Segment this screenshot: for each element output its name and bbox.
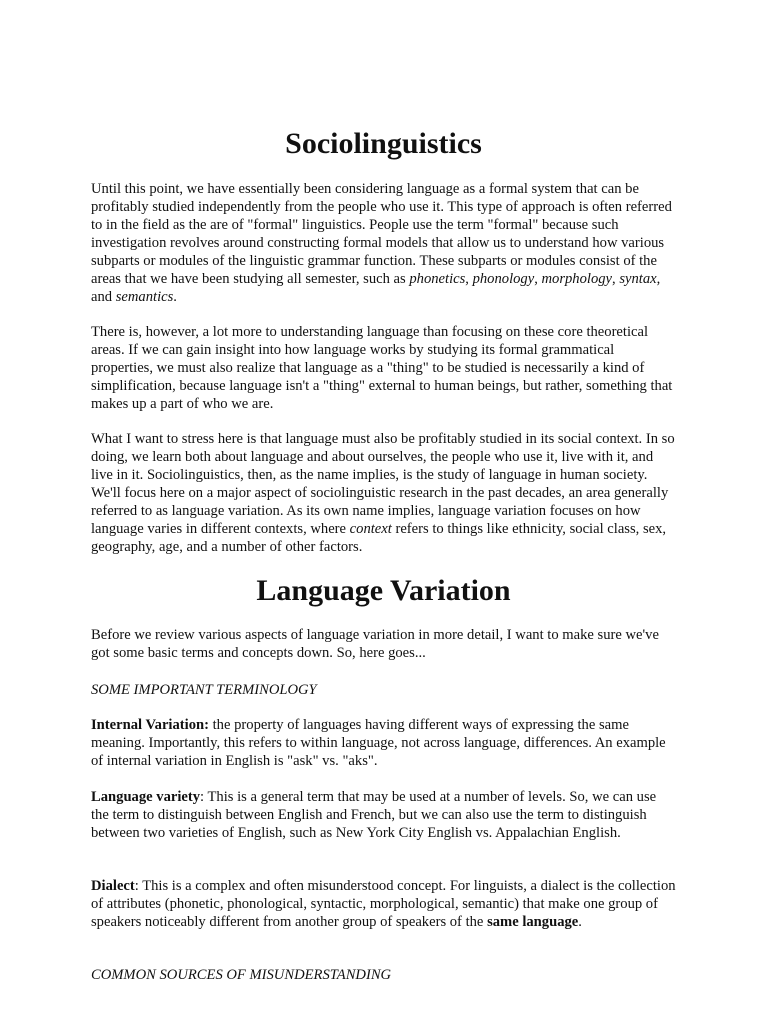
term-syntax: syntax: [619, 271, 657, 287]
definition-text: the property of languages having different ways of expressing the same meaning. Importantly, this refers to within language, not across language, differences. An example of internal variation in English is "ask" vs. "aks".: [91, 717, 666, 769]
intro-p1-text: Until this point, we have essentially been considering language as a formal system that can be profitably studied independently from the people who use it. This type of approach is often referred to in the field as the are of "formal" linguistics. People use the term "formal" because such investigation revolves around constructing formal models that allow us to understand how various subparts or modules of the linguistic grammar function. These subparts or modules consist of the areas that we have been studying all semester, such as: [91, 181, 672, 287]
term-context: context: [349, 521, 392, 537]
comma: ,: [465, 271, 473, 287]
definition-text: : This is a general term that may be used at a number of levels. So, we can use the term to distinguish between English and French, but we can also use the term to distinguish between two varieties of English, such as New York City English vs. Appalachian English.: [91, 789, 657, 841]
term-semantics: semantics: [115, 289, 174, 305]
intro-p3-text: What I want to stress here is that language must also be profitably studied in its social context. In so doing, we learn both about language and about ourselves, the people who use it, live with it, and live in it. Sociolinguistics, then, as the name implies, is the study of language in human society. We'll focus here on a major aspect of sociolinguistic research in the past decades, an area generally referred to as language variation. As its own name implies, language variation focuses on how language varies in different contexts, where: [91, 431, 675, 537]
term-internal-variation: Internal Variation:: [91, 717, 209, 733]
intro-paragraph-3: [91, 430, 676, 556]
and-text: , and: [91, 271, 661, 305]
intro-p3-end: refers to things like ethnicity, social class, sex, geography, age, and a number of other factors.: [91, 521, 667, 555]
period: .: [173, 289, 177, 305]
definition-dialect: [91, 877, 676, 931]
definition-language-variety: [91, 788, 676, 842]
terminology-heading-text: SOME IMPORTANT TERMINOLOGY: [91, 682, 317, 698]
term-phonetics: phonetics: [409, 271, 466, 287]
comma: ,: [534, 271, 542, 287]
term-dialect: Dialect: [91, 878, 135, 894]
intro-paragraph-2: There is, however, a lot more to understanding language than focusing on these core theoretical areas. If we can gain insight into how language works by studying its formal grammatical properties, we must also realize that language as a "thing" to be studied is necessarily a kind of simplification, because language isn't a "thing" external to human beings, but rather, something that makes up a part of who we are.: [91, 324, 673, 412]
terminology-heading: [91, 681, 676, 699]
definition-internal-variation: [91, 716, 676, 770]
misunderstanding-heading: [91, 966, 676, 984]
variation-intro-paragraph: Before we review various aspects of language variation in more detail, I want to make sure we've got some basic terms and concepts down. So, here goes...: [91, 627, 659, 661]
definition-text: : This is a complex and often misunderstood concept. For linguists, a dialect is the collection of attributes (phonetic, phonological, syntactic, morphological, semantic) that make one group of speakers noticeably different from another group of speakers of the: [91, 878, 676, 930]
intro-paragraph-1: [91, 180, 676, 306]
term-same-language: same language: [487, 914, 579, 930]
term-morphology: morphology: [541, 271, 613, 287]
term-phonology: phonology: [472, 271, 535, 287]
comma: ,: [612, 271, 620, 287]
term-language-variety: Language variety: [91, 789, 201, 805]
period: .: [578, 914, 582, 930]
page-title: Sociolinguistics: [285, 127, 482, 160]
misunderstanding-heading-text: COMMON SOURCES OF MISUNDERSTANDING: [91, 967, 392, 983]
section-title: Language Variation: [256, 574, 511, 607]
